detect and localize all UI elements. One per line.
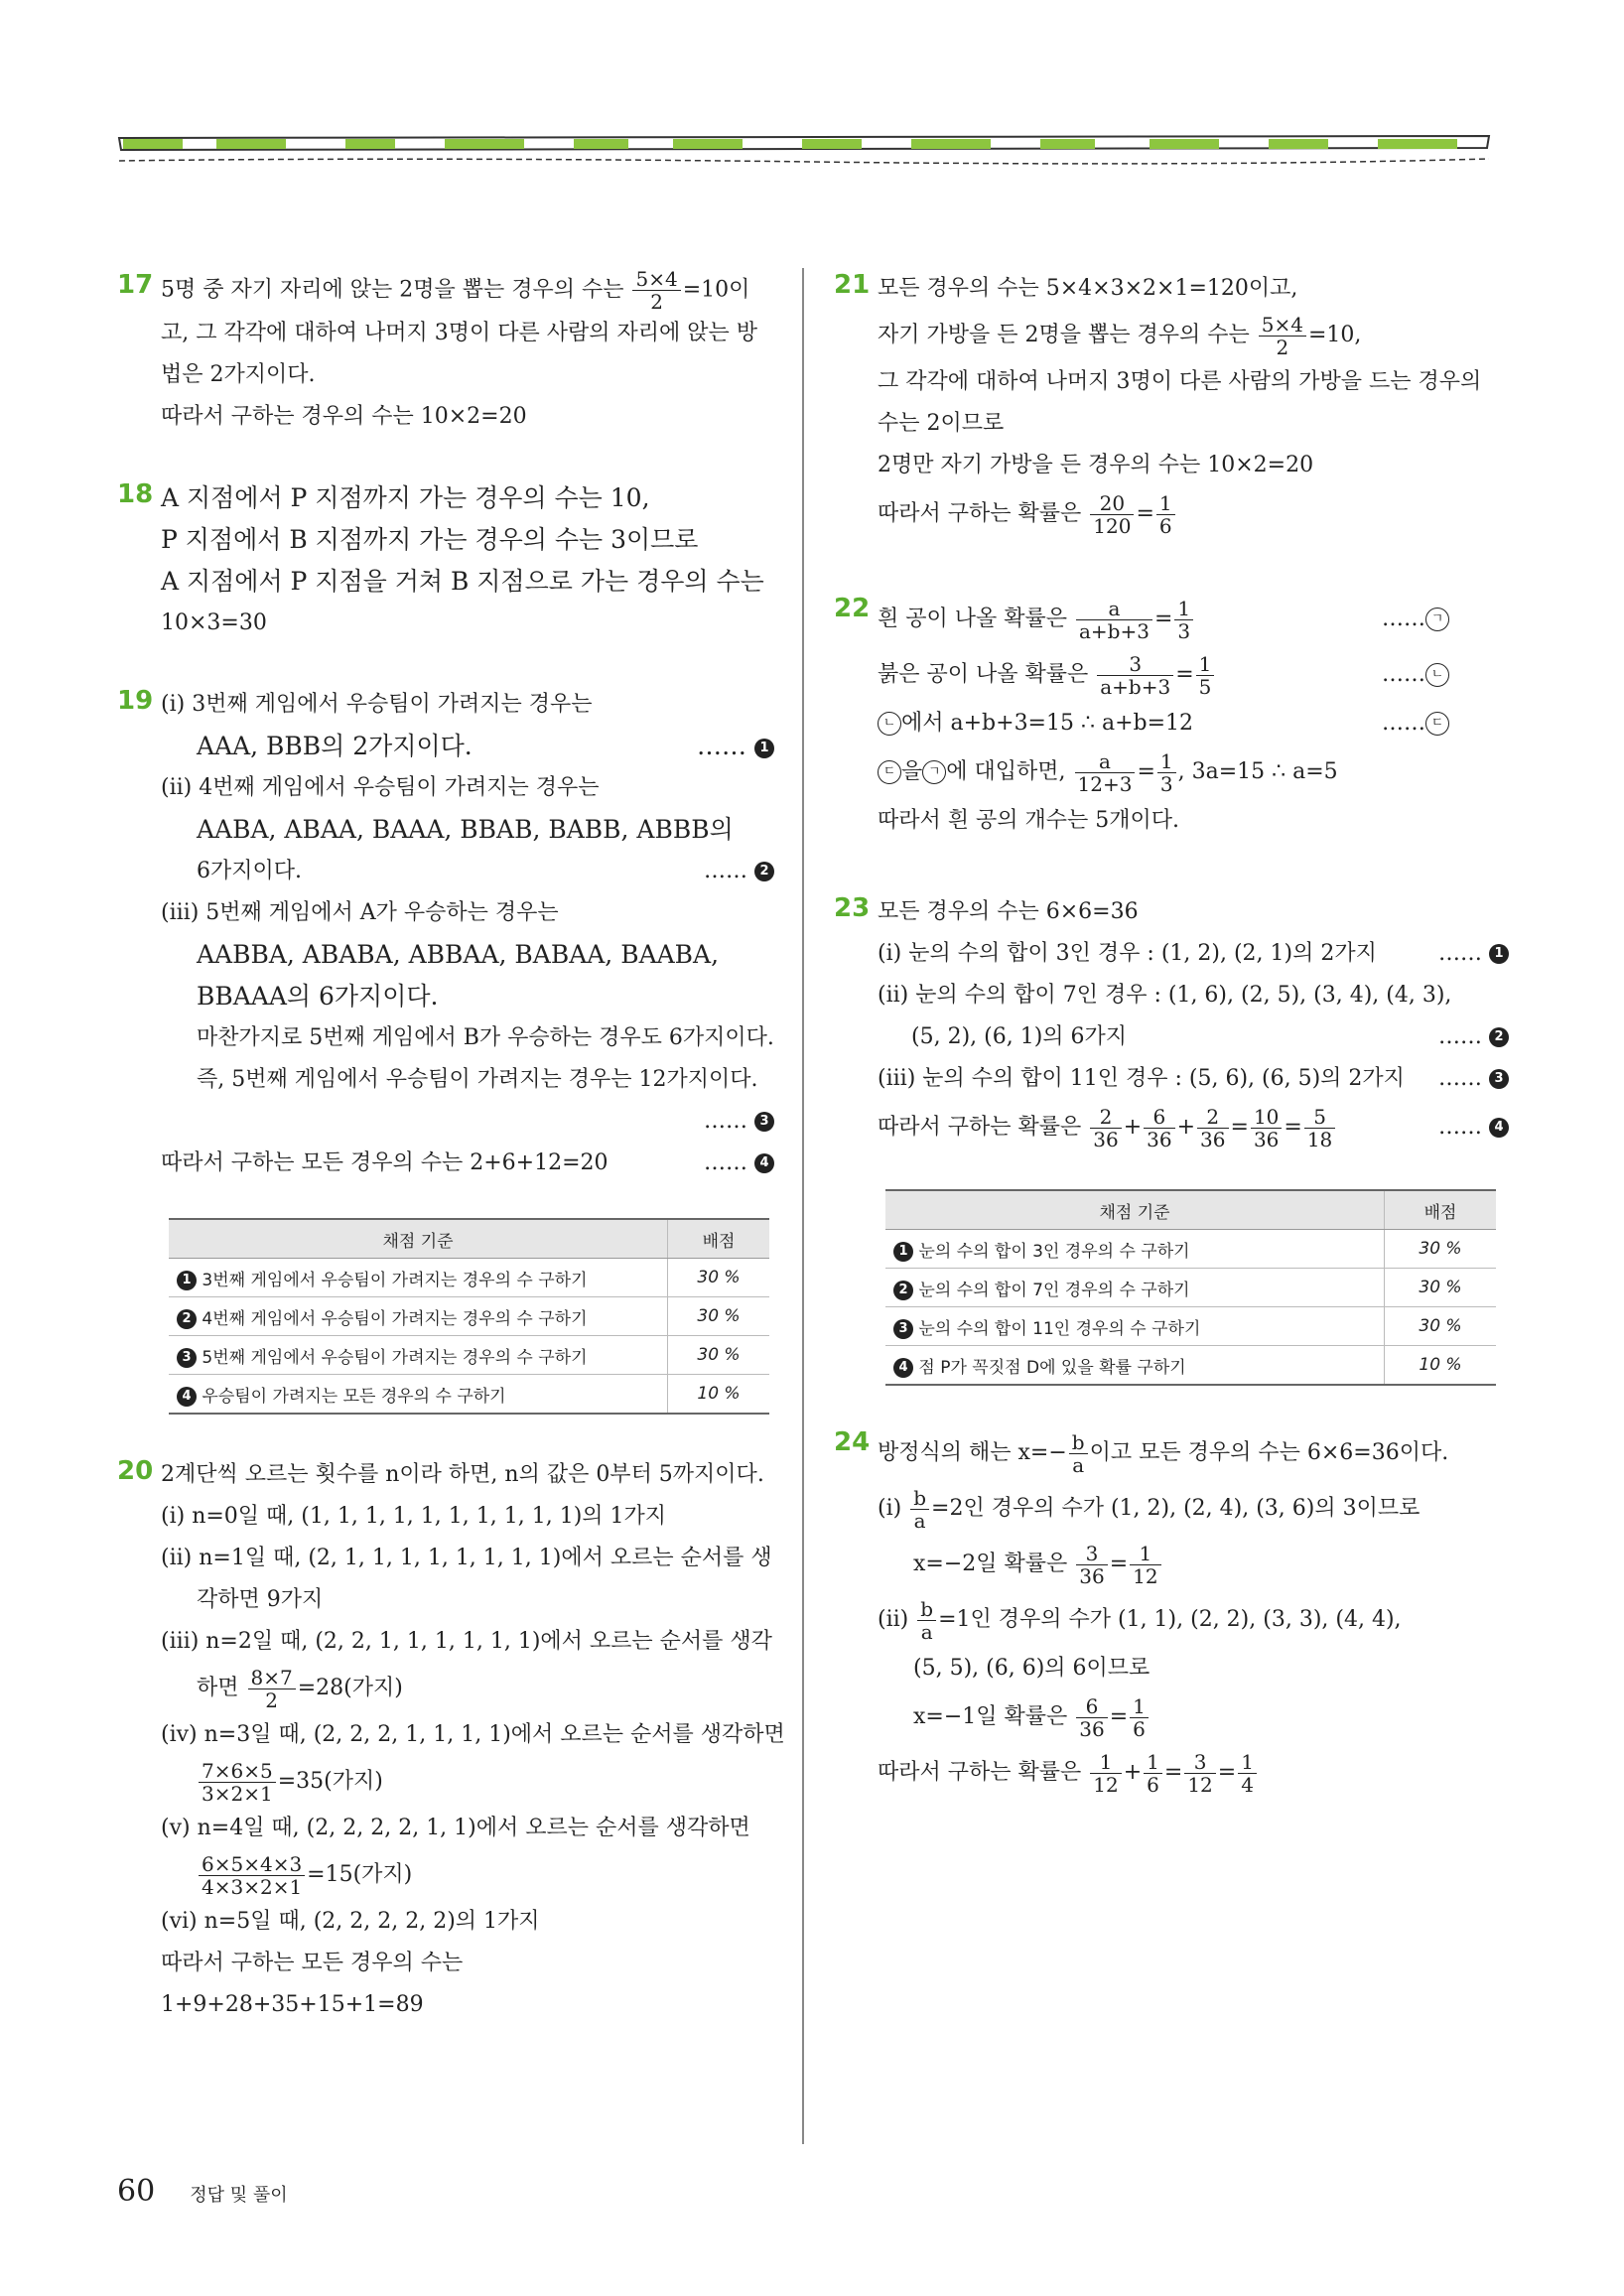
right-column [834,268,1509,1834]
step-marker: …… ㄴ [1382,647,1449,703]
circled-number: 4 [177,1387,197,1407]
text-line: (ⅰ) 3번째 게임에서 우승팀이 가려지는 경우는 [161,692,593,717]
table-header: 배점 [1385,1190,1497,1230]
text-line: 각하면 9가지 [197,1587,324,1612]
text-line: 법은 2가지이다. [161,362,316,387]
text-line: 2명만 자기 가방을 든 경우의 수는 10×2=20 [878,453,1314,477]
problem-18 [117,477,774,644]
circled-number: 4 [1489,1118,1509,1138]
fraction: $\frac{1}{6}$ [1130,1695,1149,1740]
table-row [885,1230,1496,1269]
step-marker: …… 2 [704,851,774,892]
table-cell: 30 % [668,1297,770,1336]
problem-number: 23 [834,893,871,923]
fraction: $\frac{6\times 5\times 4\times 3}{4\times 3\times 2\times 1}$ [199,1853,305,1898]
table-cell: 눈의 수의 합이 7인 경우의 수 구하기 [918,1280,1190,1300]
fraction: $\frac{1}{3}$ [1174,598,1193,642]
circled-number: 3 [1489,1069,1509,1089]
text-line: (ⅰ) $\frac{b}{a}$ =2인 경우의 수가 (1, 2), (2, 4), (3, 6)의 3이므로 [878,1485,1421,1533]
table-cell: 5번째 게임에서 우승팀이 가려지는 경우의 수 구하기 [202,1347,588,1368]
column-divider [802,268,804,2144]
circled-number: 4 [893,1358,913,1378]
table-cell: 30 % [668,1259,770,1297]
step-marker: …… 1 [1438,933,1509,975]
text-line: AABA, ABAA, BAAA, BBAB, BABB, ABBB의 [197,815,734,844]
text-line: 모든 경우의 수는 5×4×3×2×1=120이고, [878,276,1298,301]
text-line: 6가지이다. …… 2 [117,851,774,892]
text-line: ㄴ 에서 a+b+3=15 ∴ a+b=12 …… ㄷ [834,703,1509,744]
table-cell: 30 % [668,1336,770,1375]
table-cell: 눈의 수의 합이 3인 경우의 수 구하기 [918,1241,1190,1262]
text-line: (ⅳ) n=3일 때, (2, 2, 2, 1, 1, 1, 1)에서 오르는 순서를 생각하면 [161,1722,785,1747]
circled-number: 3 [754,1112,774,1132]
fraction: $\frac{5\times 4}{2}$ [632,268,680,313]
page-footer [117,2174,288,2209]
table-header: 배점 [668,1219,770,1259]
fraction: $\frac{1}{12}$ [1090,1751,1121,1796]
step-marker: …… ㄱ [1382,592,1449,647]
circled-number: 2 [177,1309,197,1329]
fraction: $\frac{2}{36}$ [1197,1106,1228,1150]
problem-17 [117,268,774,438]
step-marker: …… 3 [704,1101,774,1143]
fraction: $\frac{1}{6}$ [1156,492,1175,537]
circled-letter: ㄴ [878,712,901,736]
text-line [117,1101,774,1143]
fraction: $\frac{1}{12}$ [1130,1543,1160,1587]
problem-number: 20 [117,1456,154,1486]
page-number: 60 [117,2174,156,2209]
fraction: $\frac{5}{18}$ [1304,1106,1335,1150]
table-row [169,1297,769,1336]
problem-number: 19 [117,686,154,716]
fraction: $\frac{3}{12}$ [1184,1751,1215,1796]
text-line: P 지점에서 B 지점까지 가는 경우의 수는 3이므로 [161,525,699,554]
text-line: 따라서 구하는 확률은 $\frac{20}{120}$ = $\frac{1}{6}$ [834,486,1509,542]
left-column [117,267,785,2060]
scoring-table [885,1189,1496,1386]
text-line: (ⅱ) n=1일 때, (2, 1, 1, 1, 1, 1, 1, 1, 1)에서 오르는 순서를 생 [161,1546,772,1570]
text-line: AAA, BBB의 2가지이다. …… 1 [117,726,774,767]
step-marker: …… 4 [1438,1100,1509,1155]
circled-number: 1 [893,1242,913,1262]
circled-letter: ㄷ [878,760,901,784]
table-row [169,1259,769,1297]
table-cell: 3번째 게임에서 우승팀이 가려지는 경우의 수 구하기 [202,1270,588,1290]
problem-number: 22 [834,594,871,623]
text-line: 따라서 흰 공의 개수는 5개이다. [878,808,1179,833]
text-line: (ⅱ) 눈의 수의 합이 7인 경우 : (1, 6), (2, 5), (3, 4), (4, 3), [878,983,1452,1008]
table-cell: 4번째 게임에서 우승팀이 가려지는 경우의 수 구하기 [202,1308,588,1329]
text-line: 따라서 구하는 확률은 $\frac{1}{12}$ + $\frac{1}{6}$ = $\frac{3}{12}$ = $\frac{1}{4}$ [834,1745,1509,1801]
fraction: $\frac{1}{4}$ [1238,1751,1257,1796]
text-line: (ⅵ) n=5일 때, (2, 2, 2, 2, 2)의 1가지 [161,1909,540,1934]
circled-number: 4 [754,1153,774,1173]
table-row [885,1269,1496,1307]
circled-number: 2 [754,862,774,881]
problem-23 [834,891,1509,1155]
text-line: 모든 경우의 수는 6×6=36 [878,899,1139,924]
text-line: 따라서 구하는 모든 경우의 수는 [161,1951,464,1975]
circled-number: 2 [893,1281,913,1300]
text-line: AABBA, ABABA, ABBAA, BABAA, BAABA, [197,940,720,969]
step-marker: …… 1 [697,726,774,767]
fraction: $\frac{5\times 4}{2}$ [1259,314,1306,358]
circled-number: 2 [1489,1027,1509,1047]
text-line: 2계단씩 오르는 횟수를 n이라 하면, n의 값은 0부터 5까지이다. [161,1462,764,1487]
text-line: 고, 그 각각에 대하여 나머지 3명이 다른 사람의 자리에 앉는 방 [161,321,757,345]
table-cell: 점 P가 꼭짓점 D에 있을 확률 구하기 [918,1357,1186,1378]
fraction: $\frac{6}{36}$ [1076,1695,1107,1740]
page-label: 정답 및 풀이 [190,2185,288,2206]
step-marker: …… ㄷ [1382,703,1449,744]
circled-number: 3 [893,1319,913,1339]
text-line: (ⅲ) 눈의 수의 합이 11인 경우 : (5, 6), (6, 5)의 2가지 …… 3 [834,1058,1509,1100]
text-line: $\frac{6\times 5\times 4\times 3}{4\times 3\times 2\times 1}$ =15(가지) [117,1849,774,1901]
step-marker: …… 4 [704,1143,774,1184]
problem-24 [834,1425,1509,1801]
text-line: 따라서 구하는 모든 경우의 수는 2+6+12=20 …… 4 [117,1143,774,1184]
text-line: A 지점에서 P 지점까지 가는 경우의 수는 10, [161,483,650,512]
text-line: x=−1일 확률은 $\frac{6}{36}$ = $\frac{1}{6}$ [834,1689,1509,1745]
fraction: $\frac{b}{a}$ [910,1487,929,1532]
text-line: (5, 5), (6, 6)의 6이므로 [913,1656,1150,1681]
text-line: (ⅰ) n=0일 때, (1, 1, 1, 1, 1, 1, 1, 1, 1, 1)의 1가지 [161,1504,667,1529]
table-cell: 30 % [1385,1307,1497,1346]
text-line: $\frac{7\times 6\times 5}{3\times 2\times 1}$ =35(가지) [117,1756,774,1808]
text-line: x=−2일 확률은 $\frac{3}{36}$ = $\frac{1}{12}$ [834,1537,1509,1592]
text-line: BBAAA의 6가지이다. [197,982,439,1011]
table-cell: 30 % [1385,1230,1497,1269]
text-line: (ⅱ) 4번째 게임에서 우승팀이 가려지는 경우는 [161,775,600,800]
fraction: $\frac{2}{36}$ [1090,1106,1121,1150]
problem-number: 21 [834,270,871,300]
step-marker: …… 3 [1438,1058,1509,1100]
scoring-table [169,1218,769,1415]
problem-21 [834,268,1509,542]
problem-20 [117,1454,785,2026]
fraction: $\frac{20}{120}$ [1090,492,1134,537]
fraction: $\frac{a}{a+b+3}$ [1076,598,1152,642]
problem-number: 17 [117,270,154,300]
circled-number: 3 [177,1348,197,1368]
text-line: A 지점에서 P 지점을 거쳐 B 지점으로 가는 경우의 수는 [161,567,764,596]
table-row [169,1375,769,1415]
text-line: (ⅰ) 눈의 수의 합이 3인 경우 : (1, 2), (2, 1)의 2가지 …… 1 [834,933,1509,975]
table-row [169,1336,769,1375]
text-line: 따라서 구하는 경우의 수는 10×2=20 [161,404,527,429]
table-cell: 30 % [1385,1269,1497,1307]
text-line: 1+9+28+35+15+1=89 [161,1992,424,2017]
circled-letter: ㄴ [1425,663,1449,687]
text-line: (ⅱ) $\frac{b}{a}$ =1인 경우의 수가 (1, 1), (2, 2), (3, 3), (4, 4), [878,1596,1402,1644]
circled-number: 1 [754,739,774,758]
text-line: (ⅲ) n=2일 때, (2, 2, 1, 1, 1, 1, 1, 1)에서 오르는 순서를 생각 [161,1629,772,1654]
fraction: $\frac{3}{36}$ [1076,1543,1107,1587]
text-line: 방정식의 해는 x=− $\frac{b}{a}$ 이고 모든 경우의 수는 6×6=36이다. [878,1429,1449,1477]
table-cell: 10 % [1385,1346,1497,1386]
text-line: (ⅲ) 5번째 게임에서 A가 우승하는 경우는 [161,900,559,925]
text-line: 붉은 공이 나올 확률은 $\frac{3}{a+b+3}$ = $\frac{1}{5}$ …… ㄴ [834,647,1509,703]
circled-number: 1 [1489,944,1509,964]
fraction: $\frac{1}{5}$ [1196,653,1215,698]
step-marker: …… 2 [1438,1016,1509,1058]
problem-number: 24 [834,1427,871,1457]
circled-letter: ㄷ [1425,712,1449,736]
text-line: 마찬가지로 5번째 게임에서 B가 우승하는 경우도 6가지이다. [197,1025,774,1050]
text-line: 하면 $\frac{8\times 7}{2}$ =28(가지) [197,1665,403,1712]
fraction: $\frac{3}{a+b+3}$ [1097,653,1173,698]
circled-number: 1 [177,1271,197,1290]
problem-number: 18 [117,479,154,509]
text-line: 그 각각에 대하여 나머지 3명이 다른 사람의 가방을 드는 경우의 [878,369,1482,394]
text-line: 10×3=30 [161,610,267,635]
text-line: (ⅴ) n=4일 때, (2, 2, 2, 2, 1, 1)에서 오르는 순서를 생각하면 [161,1816,750,1840]
text-line: 자기 가방을 든 2명을 뽑는 경우의 수는 $\frac{5\times 4}{2}$ =10, [878,312,1362,359]
text-line: ㄷ 을 ㄱ 에 대입하면, $\frac{a}{12+3}$ = $\frac{1}{3}$ , 3a=15 ∴ a=5 [834,744,1509,800]
text-line: 따라서 구하는 확률은 $\frac{2}{36}$ + $\frac{6}{36}$ + $\frac{2}{36}$ = $\frac{10}{36}$ = $\frac{5}{18}$ …… 4 [834,1100,1509,1155]
problem-19 [117,684,774,1184]
table-cell: 10 % [668,1375,770,1415]
fraction: $\frac{1}{6}$ [1144,1751,1162,1796]
table-cell: 눈의 수의 합이 11인 경우의 수 구하기 [918,1318,1201,1339]
text-line: 수는 2이므로 [878,411,1005,436]
fraction: $\frac{8\times 7}{2}$ [248,1667,296,1711]
text-line: 즉, 5번째 게임에서 우승팀이 가려지는 경우는 12가지이다. [197,1067,758,1092]
table-cell: 우승팀이 가려지는 모든 경우의 수 구하기 [202,1386,506,1407]
text-line: 흰 공이 나올 확률은 $\frac{a}{a+b+3}$ = $\frac{1}{3}$ …… ㄱ [834,592,1509,647]
circled-letter: ㄱ [1425,608,1449,631]
fraction: $\frac{1}{3}$ [1157,750,1176,795]
fraction: $\frac{7\times 6\times 5}{3\times 2\times 1}$ [199,1760,276,1805]
problem-22 [834,592,1509,842]
fraction: $\frac{b}{a}$ [1069,1431,1088,1476]
fraction: $\frac{6}{36}$ [1144,1106,1174,1150]
table-row [885,1307,1496,1346]
text-line: 5명 중 자기 자리에 앉는 2명을 뽑는 경우의 수는 $\frac{5\times 4}{2}$ =10이 [161,267,750,314]
fraction: $\frac{10}{36}$ [1251,1106,1282,1150]
circled-letter: ㄱ [922,760,946,784]
table-header: 채점 기준 [885,1190,1385,1230]
table-header: 채점 기준 [169,1219,668,1259]
header-decoration [117,135,1491,165]
fraction: $\frac{a}{12+3}$ [1075,750,1136,795]
table-row [885,1346,1496,1386]
text-line: (5, 2), (6, 1)의 6가지 …… 2 [834,1016,1509,1058]
fraction: $\frac{b}{a}$ [917,1598,936,1643]
